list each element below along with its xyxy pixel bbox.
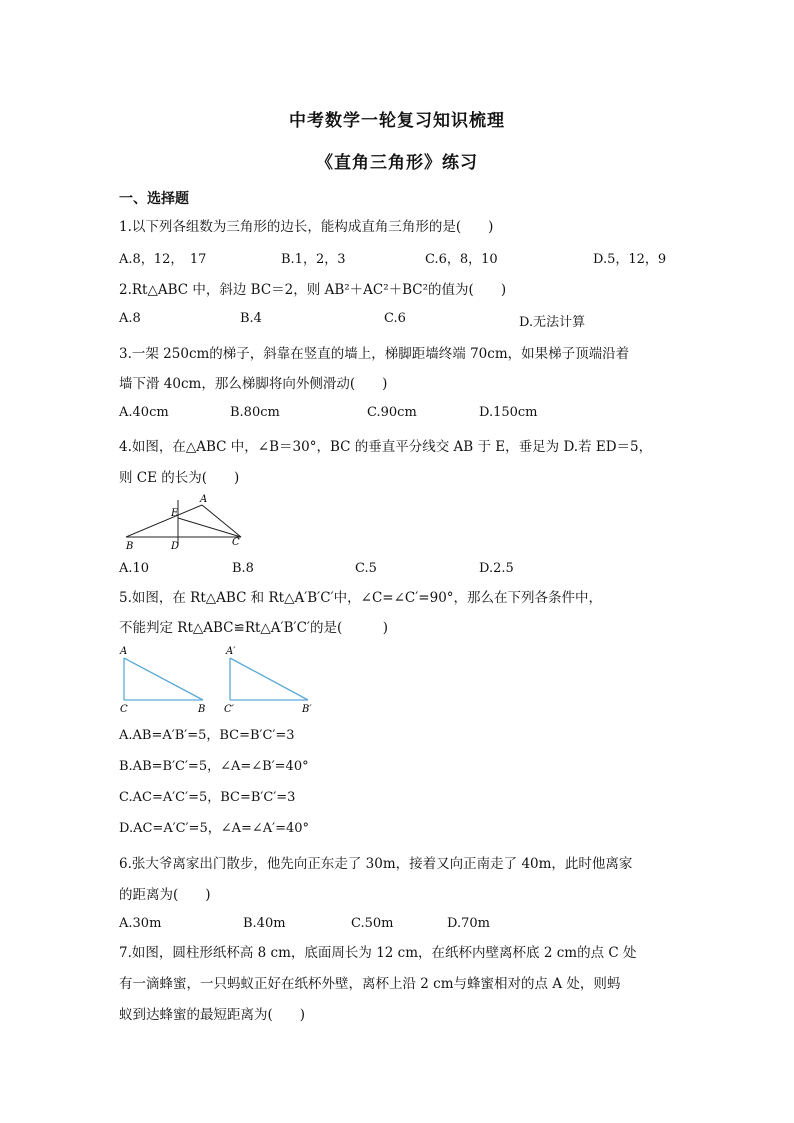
q4-label-e: E xyxy=(171,508,179,519)
q6-option-d: D.70m xyxy=(447,916,490,931)
q4-option-c: C.5 xyxy=(355,561,377,576)
question-6-text-line2: 的距离为( ) xyxy=(119,887,211,903)
q5-segment-ab xyxy=(124,658,203,700)
q1-option-a: A.8，12， 17 xyxy=(119,252,207,267)
q4-segment-ec xyxy=(178,518,241,537)
question-3-text-line1: 3.一架 250cm的梯子，斜靠在竖直的墙上，梯脚距墙终端 70cm，如果梯子顶端沿着 xyxy=(119,346,630,362)
question-2-text: 2.Rt△ABC 中，斜边 BC＝2，则 AB²＋AC²＋BC²的值为( ) xyxy=(119,282,507,298)
q4-label-a: A xyxy=(200,494,208,505)
q1-option-d: D.5，12，9 xyxy=(593,252,667,267)
q5-option-d: D.AC=A′C′=5，∠A=∠A′=40° xyxy=(119,821,310,836)
q5-segment-a2b2 xyxy=(230,658,308,700)
question-5-text-line1: 5.如图，在 Rt△ABC 和 Rt△A′B′C′中，∠C=∠C′=90°，那么在下列各条件中， xyxy=(119,590,603,606)
section-heading: 一、选择题 xyxy=(119,191,189,207)
question-4-text-line2: 则 CE 的长为( ) xyxy=(119,470,240,486)
q2-option-d: D.无法计算 xyxy=(519,315,586,330)
question-1-text: 1.以下列各组数为三角形的边长，能构成直角三角形的是( ) xyxy=(119,219,494,235)
q1-option-b: B.1，2，3 xyxy=(281,252,346,267)
q4-triangle-figure xyxy=(118,490,258,552)
q6-option-c: C.50m xyxy=(351,916,394,931)
q2-option-a: A.8 xyxy=(119,311,141,326)
q4-segment-ba xyxy=(126,505,202,537)
q1-option-c: C.6，8，10 xyxy=(425,252,498,267)
q5-option-c: C.AC=A′C′=5，BC=B′C′=3 xyxy=(119,790,296,805)
q3-option-d: D.150cm xyxy=(479,405,538,420)
question-5-text-line2: 不能判定 Rt△ABC≌Rt△A′B′C′的是( ) xyxy=(119,620,389,636)
q6-option-a: A.30m xyxy=(119,916,162,931)
question-4-text-line1: 4.如图，在△ABC 中，∠B＝30°，BC 的垂直平分线交 AB 于 E，垂足为 D.若 ED＝5， xyxy=(119,439,653,455)
q5-label-a-prime: A′ xyxy=(226,646,236,657)
q4-option-b: B.8 xyxy=(232,561,254,576)
q4-label-c: C xyxy=(232,537,240,548)
page-subtitle: 《直角三角形》练习 xyxy=(316,153,478,173)
q2-option-b: B.4 xyxy=(240,311,262,326)
q3-option-c: C.90cm xyxy=(367,405,417,420)
q5-label-b-prime: B′ xyxy=(302,704,312,715)
q4-label-d: D xyxy=(171,541,180,552)
q5-triangles-figure xyxy=(112,642,332,716)
q5-triangle-abc-prime xyxy=(224,646,312,715)
question-3-text-line2: 墙下滑 40cm，那么梯脚将向外侧滑动( ) xyxy=(119,376,388,392)
q5-triangle-abc xyxy=(119,646,205,715)
question-7-text-line2: 有一滴蜂蜜，一只蚂蚁正好在纸杯外壁，离杯上沿 2 cm与蜂蜜相对的点 A 处，则蚂 xyxy=(119,976,621,992)
q5-label-b: B xyxy=(198,704,206,715)
q5-label-c-prime: C′ xyxy=(224,704,234,715)
q4-segment-ac xyxy=(202,505,241,537)
page-title: 中考数学一轮复习知识梳理 xyxy=(289,111,505,131)
q4-option-a: A.10 xyxy=(119,561,150,576)
question-7-text-line3: 蚁到达蜂蜜的最短距离为( ) xyxy=(119,1007,306,1023)
question-6-text-line1: 6.张大爷离家出门散步，他先向正东走了 30m，接着又向正南走了 40m，此时他离家 xyxy=(119,856,633,872)
q4-label-b: B xyxy=(126,541,134,552)
q3-option-b: B.80cm xyxy=(230,405,280,420)
q5-label-a: A xyxy=(120,646,128,657)
q5-option-a: A.AB=A′B′=5，BC=B′C′=3 xyxy=(119,728,295,743)
q6-option-b: B.40m xyxy=(243,916,286,931)
q3-option-a: A.40cm xyxy=(119,405,169,420)
q4-option-d: D.2.5 xyxy=(479,561,514,576)
q2-option-c: C.6 xyxy=(384,311,406,326)
question-7-text-line1: 7.如图，圆柱形纸杯高 8 cm，底面周长为 12 cm，在纸杯内壁离杯底 2 cm的点 C 处 xyxy=(119,945,637,961)
q5-option-b: B.AB=B′C′=5，∠A=∠B′=40° xyxy=(119,759,309,774)
q5-label-c: C xyxy=(120,704,128,715)
